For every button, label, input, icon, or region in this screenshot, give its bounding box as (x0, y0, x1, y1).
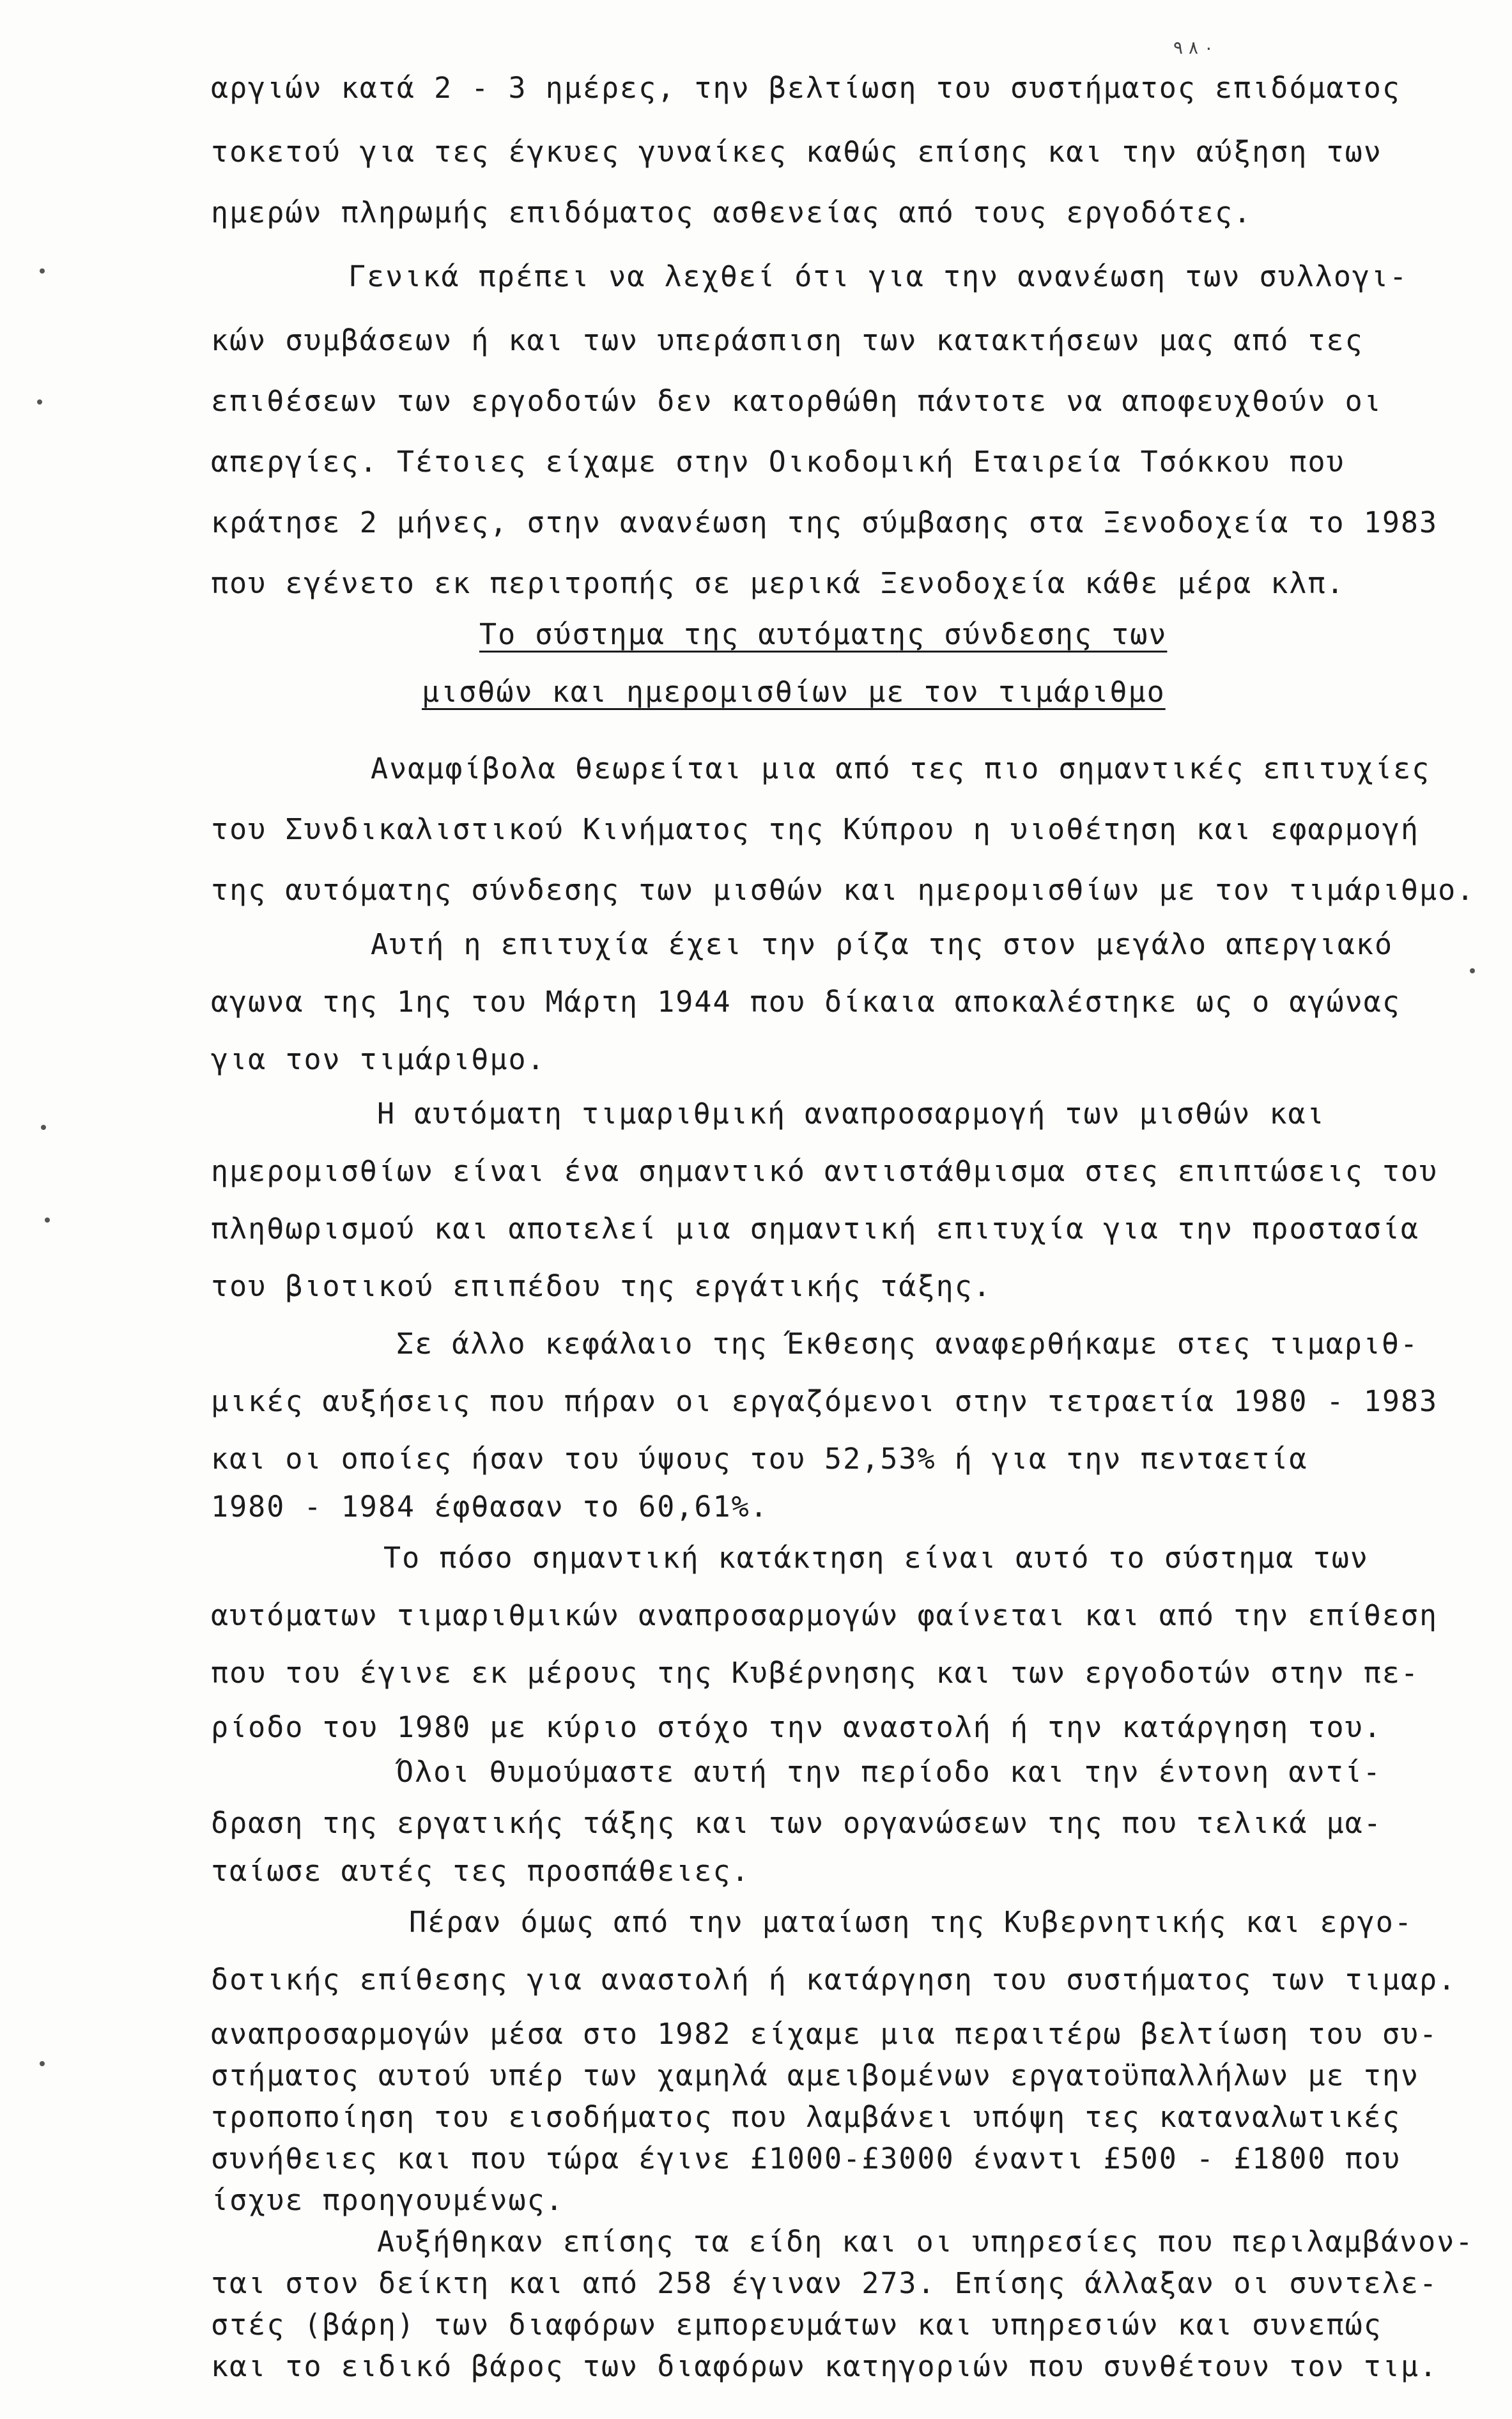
text-line: πληθωρισμού και αποτελεί μια σημαντική επιτυχία για την προστασία (211, 1212, 1419, 1246)
text-line: μικές αυξήσεις που πήραν οι εργαζόμενοι στην τετραετία 1980 - 1983 (211, 1384, 1439, 1418)
text-line: ημερών πληρωμής επιδόματος ασθενείας από τους εργοδότες. (211, 196, 1253, 229)
text-line: ίσχυε προηγουμένως. (211, 2183, 564, 2217)
text-line: Πέραν όμως από την ματαίωση της Κυβερνητικής και εργο- (409, 1905, 1413, 1939)
text-line: Αυτή η επιτυχία έχει την ρίζα της στον μεγάλο απεργιακό (371, 927, 1394, 961)
text-line: Αυξήθηκαν επίσης τα είδη και οι υπηρεσίες που περιλαμβάνον- (377, 2225, 1474, 2259)
text-line: κράτησε 2 μήνες, στην ανανέωση της σύμβασης στα Ξενοδοχεία το 1983 (211, 506, 1439, 539)
text-line: ται στον δείκτη και από 258 έγιναν 273. Επίσης άλλαξαν οι συντελε- (211, 2266, 1439, 2300)
corner-mark: ۹ ۸ ۰ (1173, 37, 1214, 58)
margin-speck (40, 268, 45, 274)
text-line: συνήθειες και που τώρα έγινε £1000-£3000 έναντι £500 - £1800 που (211, 2142, 1401, 2176)
text-line: Το πόσο σημαντική κατάκτηση είναι αυτό το σύστημα των (383, 1541, 1369, 1575)
text-line: που εγένετο εκ περιτροπής σε μερικά Ξενοδοχεία κάθε μέρα κλπ. (211, 566, 1345, 600)
text-line: δοτικής επίθεσης για αναστολή ή κατάργηση του συστήματος των τιμαρ. (211, 1963, 1457, 1997)
text-line: και το ειδικό βάρος των διαφόρων κατηγοριών που συνθέτουν τον τιμ. (211, 2349, 1439, 2383)
text-line: στές (βάρη) των διαφόρων εμπορευμάτων και υπηρεσιών και συνεπώς (211, 2308, 1382, 2342)
margin-speck (45, 1217, 50, 1223)
text-line: 1980 - 1984 έφθασαν το 60,61%. (211, 1490, 769, 1524)
margin-speck (37, 399, 42, 405)
text-line: στήματος αυτού υπέρ των χαμηλά αμειβομένων εργατοϋπαλλήλων με την (211, 2059, 1419, 2092)
text-line: για τον τιμάριθμο. (211, 1042, 546, 1076)
text-line: Γενικά πρέπει να λεχθεί ότι για την ανανέωση των συλλογι- (348, 259, 1408, 293)
text-line: ημερομισθίων είναι ένα σημαντικό αντιστάθμισμα στες επιπτώσεις του (211, 1154, 1439, 1188)
text-line: απεργίες. Τέτοιες είχαμε στην Οικοδομική Εταιρεία Τσόκκου που (211, 445, 1345, 479)
text-line: Η αυτόματη τιμαριθμική αναπροσαρμογή των μισθών και (377, 1097, 1325, 1131)
text-line: και οι οποίες ήσαν του ύψους του 52,53% ή για την πενταετία (211, 1442, 1308, 1476)
text-line: ρίοδο του 1980 με κύριο στόχο την αναστολή ή την κατάργηση του. (211, 1710, 1382, 1744)
text-line: αναπροσαρμογών μέσα στο 1982 είχαμε μια περαιτέρω βελτίωση του συ- (211, 2017, 1439, 2051)
section-heading: μισθών και ημερομισθίων με τον τιμάριθμο (422, 675, 1166, 709)
margin-speck (40, 2061, 45, 2066)
section-heading: Το σύστημα της αυτόματης σύνδεσης των (479, 617, 1168, 651)
text-line: Όλοι θυμούμαστε αυτή την περίοδο και την έντονη αντί- (396, 1755, 1382, 1789)
text-line: ταίωσε αυτές τες προσπάθειες. (211, 1854, 750, 1888)
text-line: του Συνδικαλιστικού Κινήματος της Κύπρου η υιοθέτηση και εφαρμογή (211, 812, 1419, 846)
text-line: αγωνα της 1ης του Μάρτη 1944 που δίκαια αποκαλέστηκε ως ο αγώνας (211, 985, 1401, 1019)
text-line: τοκετού για τες έγκυες γυναίκες καθώς επίσης και την αύξηση των (211, 135, 1382, 169)
text-line: της αυτόματης σύνδεσης των μισθών και ημερομισθίων με τον τιμάριθμο. (211, 873, 1476, 907)
text-line: αυτόματων τιμαριθμικών αναπροσαρμογών φαίνεται και από την επίθεση (211, 1598, 1439, 1632)
margin-speck (1470, 968, 1475, 973)
text-line: επιθέσεων των εργοδοτών δεν κατορθώθη πάντοτε να αποφευχθούν οι (211, 384, 1382, 418)
text-line: Σε άλλο κεφάλαιο της Έκθεσης αναφερθήκαμε στες τιμαριθ- (396, 1327, 1419, 1361)
margin-speck (41, 1125, 46, 1130)
text-line: που του έγινε εκ μέρους της Κυβέρνησης και των εργοδοτών στην πε- (211, 1656, 1419, 1690)
text-line: Αναμφίβολα θεωρείται μια από τες πιο σημαντικές επιτυχίες (371, 752, 1431, 785)
text-line: αργιών κατά 2 - 3 ημέρες, την βελτίωση του συστήματος επιδόματος (211, 71, 1401, 105)
text-line: τροποποίηση του εισοδήματος που λαμβάνει υπόψη τες καταναλωτικές (211, 2100, 1401, 2134)
text-line: κών συμβάσεων ή και των υπεράσπιση των κατακτήσεων μας από τες (211, 323, 1364, 357)
text-line: του βιοτικού επιπέδου της εργάτικής τάξης. (211, 1269, 992, 1303)
text-line: δραση της εργατικής τάξης και των οργανώσεων της που τελικά μα- (211, 1806, 1382, 1840)
